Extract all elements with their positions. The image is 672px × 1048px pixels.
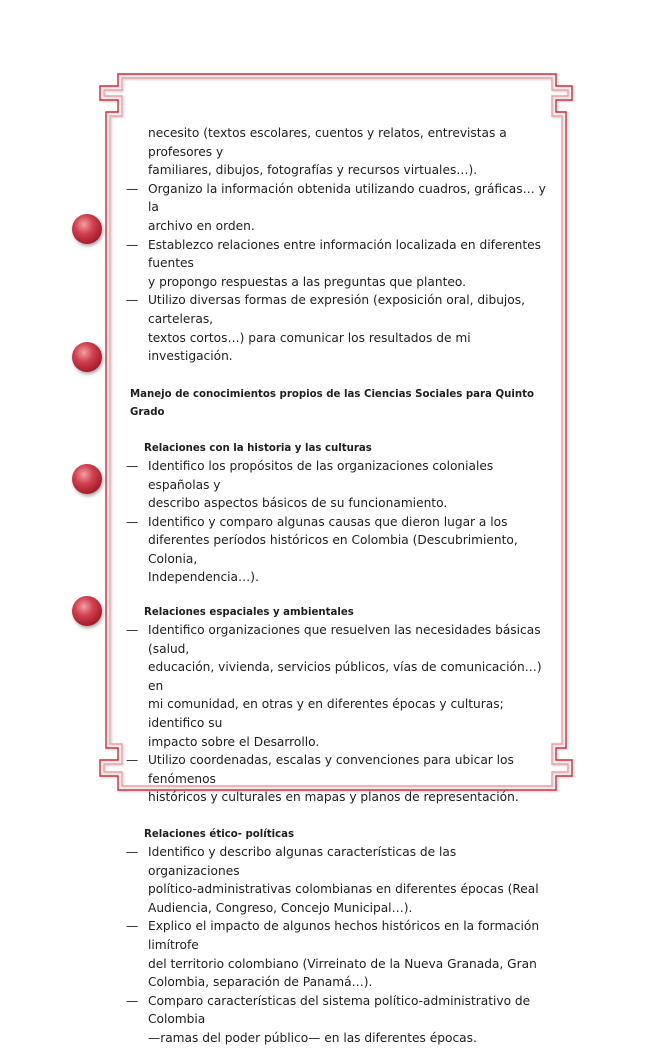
text-line: Identifico y comparo algunas causas que dieron lugar a los [148,514,508,529]
text-line: educación, vivienda, servicios públicos, vías de comunicación…) en [148,660,542,693]
text-line: familiares, dibujos, fotografías y recursos virtuales…). [148,163,478,178]
dash-marker: — [126,993,139,1008]
subsection-heading: Relaciones con la historia y las culturas [144,442,372,454]
text-line: del territorio colombiano (Virreinato de la Nueva Granada, Gran [148,956,537,971]
text-line: Identifico y describo algunas características de las organizaciones [148,845,457,878]
text-line: textos cortos…) para comunicar los resultados de mi investigación. [148,330,471,364]
dash-marker: — [126,458,139,473]
text-line: archivo en orden. [148,218,255,233]
red-bullet-ornament [72,214,102,244]
dash-marker: — [126,919,139,934]
dash-marker: — [126,753,139,768]
text-line: Establezco relaciones entre información localizada en diferentes fuentes [148,237,542,271]
list-item [126,843,546,917]
text-line: Audiencia, Congreso, Concejo Municipal…). [148,900,413,915]
list-item [126,992,546,1048]
text-line: político-administrativas colombianas en diferentes épocas (Real [148,882,539,897]
dash-marker: — [126,181,139,196]
text-line: Organizo la información obtenida utilizando cuadros, gráficas… y la [148,181,546,215]
list-item [126,751,546,807]
text-line: Utilizo diversas formas de expresión (exposición oral, dibujos, carteleras, [148,293,525,326]
dash-marker: — [126,845,139,859]
dash-marker: — [126,514,139,529]
text-line: Identifico organizaciones que resuelven las necesidades básicas (salud, [148,623,541,656]
section-heading: Manejo de conocimientos propios de las Ciencias Sociales para Quinto Grado [130,388,535,419]
text-line: impacto sobre el Desarrollo. [148,734,320,749]
text-line: Explico el impacto de algunos hechos históricos en la formación limítrofe [148,919,540,952]
red-bullet-ornament [72,464,102,494]
red-bullet-ornament [72,596,102,626]
text-line: Colombia, separación de Panamá…). [148,975,373,990]
list-item [126,513,546,587]
text-line: necesito (textos escolares, cuentos y relatos, entrevistas a profesores y [148,126,507,159]
red-bullet-ornament [72,342,102,372]
dash-marker: — [126,623,139,638]
list-item [126,917,546,991]
text-line: describo aspectos básicos de su funcionamiento. [148,496,448,511]
dash-marker: — [126,237,139,252]
document-body [126,124,546,1048]
subsection-heading: Relaciones ético- políticas [144,829,295,840]
list-item [126,621,546,751]
text-line: históricos y culturales en mapas y planos de representación. [148,790,519,805]
text-line: Utilizo coordenadas, escalas y convenciones para ubicar los fenómenos [148,753,514,786]
text-line: Independencia…). [148,570,259,585]
list-item [126,291,546,365]
list-item [126,180,546,236]
subsection-heading: Relaciones espaciales y ambientales [144,607,354,619]
dash-marker: — [126,293,139,308]
text-line: —ramas del poder público— en las diferentes épocas. [148,1030,477,1045]
text-line: y propongo respuestas a las preguntas que planteo. [148,274,466,289]
text-line: Comparo características del sistema político-administrativo de Colombia [148,993,531,1027]
list-item [126,457,546,513]
text-line: diferentes períodos históricos en Colombia (Descubrimiento, Colonia, [148,533,518,566]
text-line: mi comunidad, en otras y en diferentes épocas y culturas; identifico su [148,697,504,731]
text-line: Identifico los propósitos de las organizaciones coloniales españolas y [148,458,494,492]
intro-continuation [126,124,546,180]
list-item [126,236,546,292]
